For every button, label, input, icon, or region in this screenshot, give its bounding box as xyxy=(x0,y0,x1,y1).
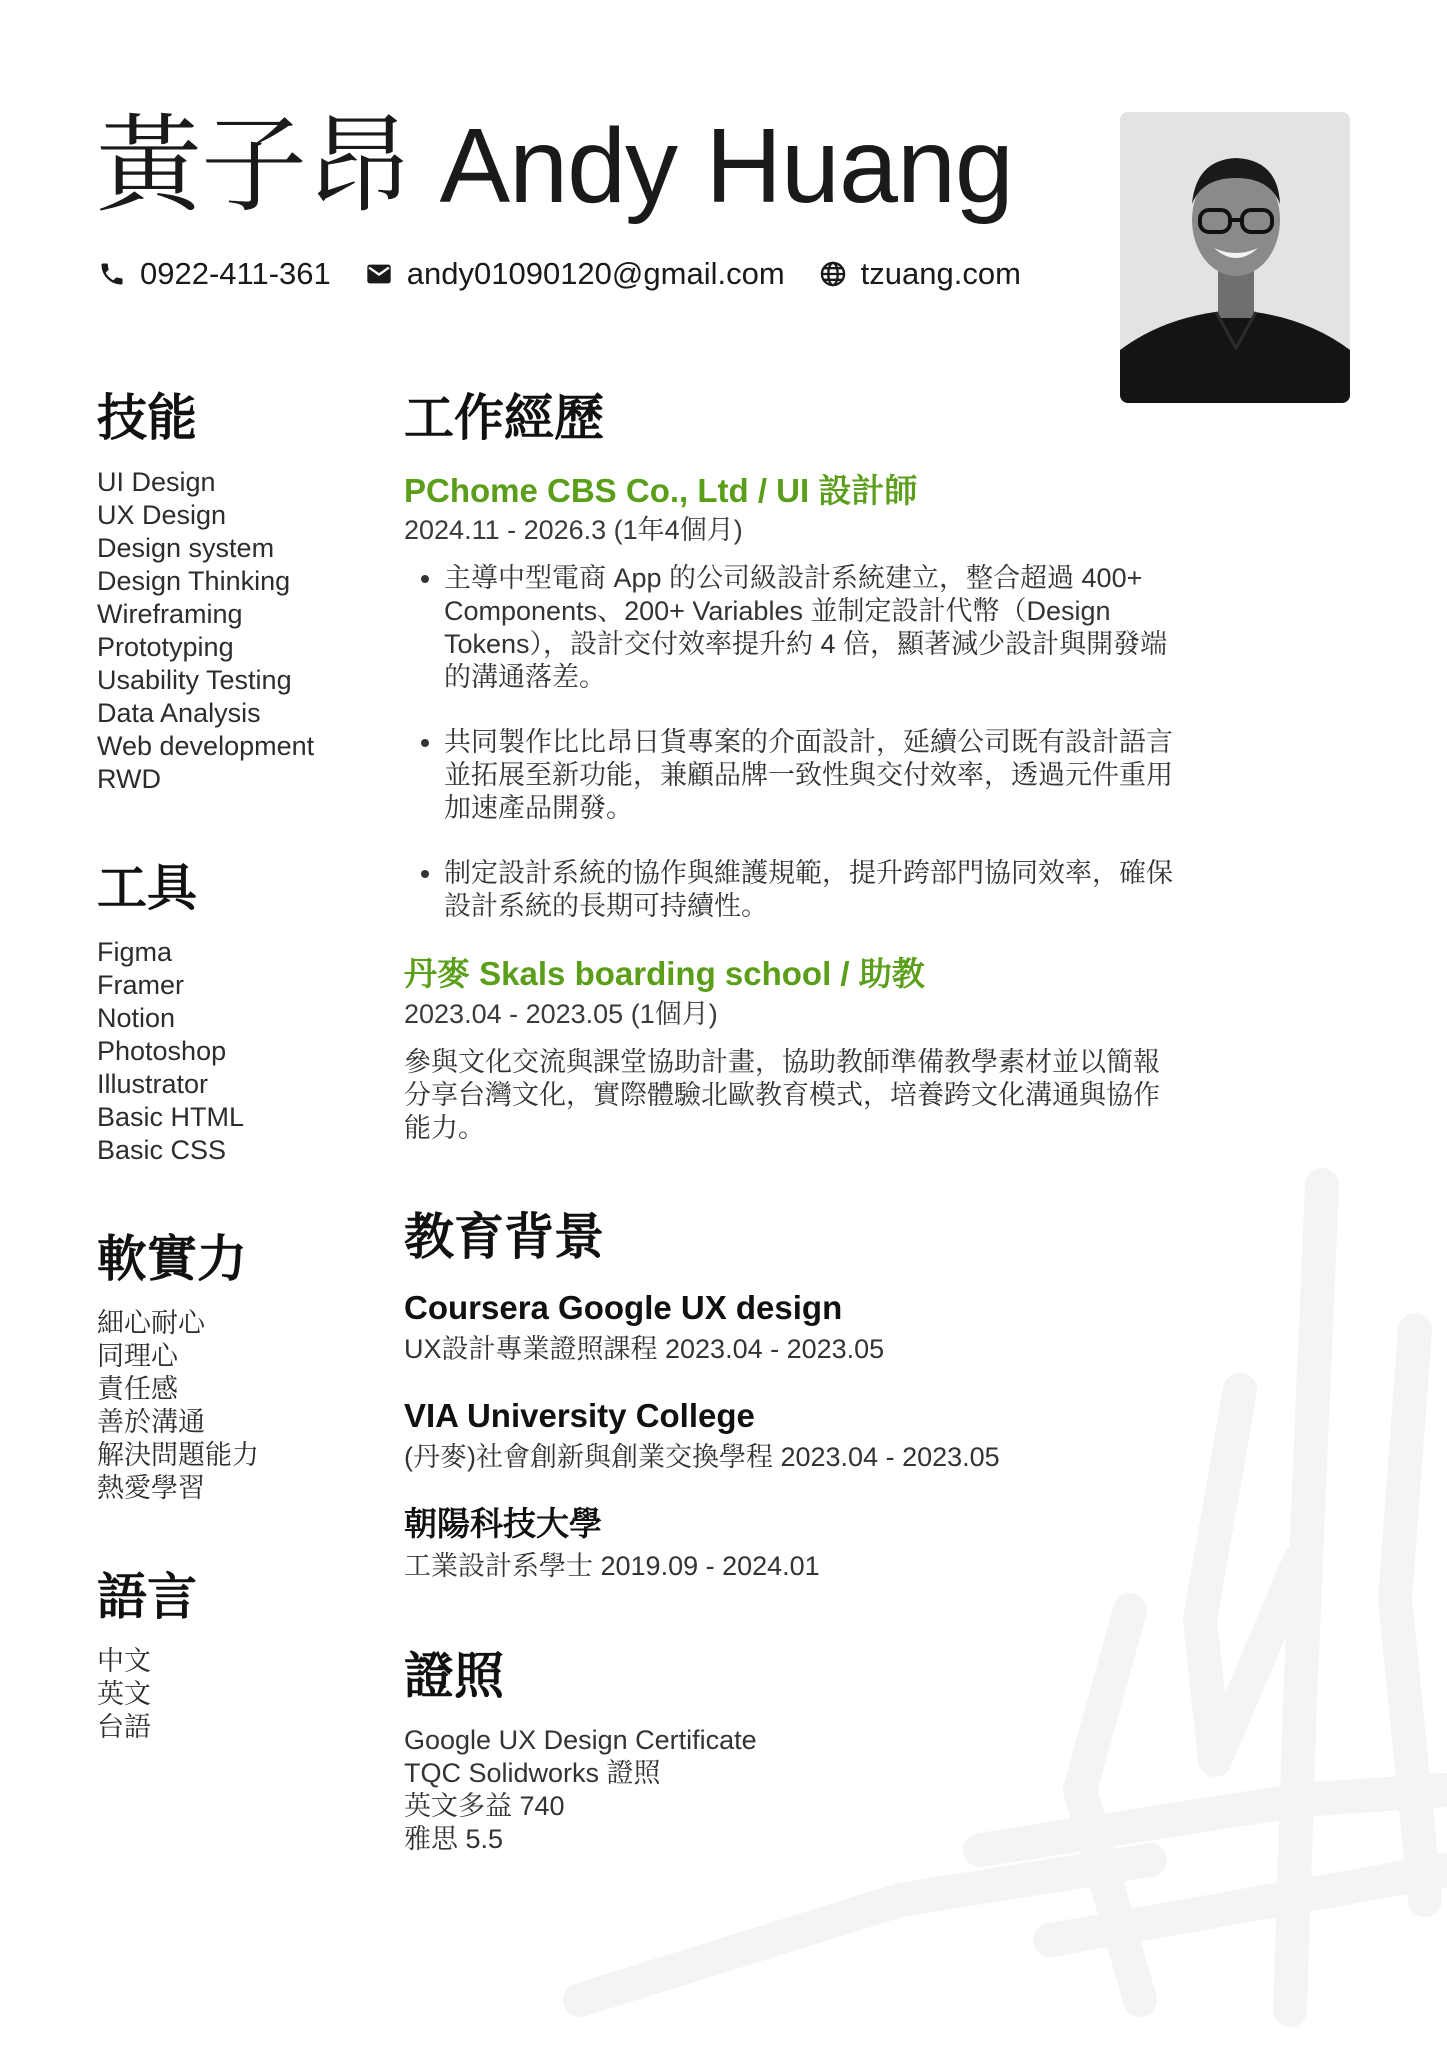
certificates-title: 證照 xyxy=(404,1647,504,1704)
job-title: PChome CBS Co., Ltd / UI 設計師 xyxy=(404,472,918,509)
experience-title: 工作經歷 xyxy=(404,390,604,446)
experience-section xyxy=(404,388,1174,1145)
list-item: Photoshop xyxy=(97,1036,227,1066)
education-detail: 工業設計系學士 2019.09 - 2024.01 xyxy=(404,1550,820,1581)
job-bullet: • 共同製作比比昂日貨專案的介面設計，延續公司既有設計語言並拓展至新功能，兼顧品牌一致性與交付效率，透過元件重用加速產品開發。 xyxy=(444,726,1174,825)
education-entry xyxy=(404,1503,1174,1583)
job-period: 2024.11 - 2026.3 (1年4個月) xyxy=(404,515,743,546)
list-item: Figma xyxy=(97,937,173,967)
contact-email xyxy=(365,256,785,292)
education-entry xyxy=(404,1395,1174,1475)
list-item: UI Design xyxy=(97,467,216,497)
list-item: Framer xyxy=(97,970,184,1000)
list-item: 英文多益 740 xyxy=(404,1790,565,1821)
contact-website xyxy=(819,256,1021,292)
list-item: Basic CSS xyxy=(97,1135,227,1165)
job-bullet: • 主導中型電商 App 的公司級設計系統建立，整合超過 400+ Components、200+ Variables 並制定設計代幣（Design Tokens），設計交付效率提升約 4 倍，顯著減少設計與開發端的溝通落差。 xyxy=(444,562,1174,694)
tools-title: 工具 xyxy=(97,860,197,916)
list-item: Design system xyxy=(97,533,275,563)
contact-phone xyxy=(98,256,331,292)
education-entry xyxy=(404,1287,1174,1367)
school-name: VIA University College xyxy=(404,1397,755,1435)
list-item: Prototyping xyxy=(97,632,234,662)
education-detail: UX設計專業證照課程 2023.04 - 2023.05 xyxy=(404,1333,885,1364)
list-item: RWD xyxy=(97,764,161,794)
school-name: Coursera Google UX design xyxy=(404,1288,843,1326)
contact-info xyxy=(98,256,1021,292)
school-name: 朝陽科技大學 xyxy=(404,1505,602,1543)
languages-list xyxy=(97,1645,387,1744)
list-item: 同理心 xyxy=(97,1341,178,1371)
education-detail: (丹麥)社會創新與創業交換學程 2023.04 - 2023.05 xyxy=(404,1442,1000,1473)
job-bullet: • 制定設計系統的協作與維護規範，提升跨部門協同效率，確保設計系統的長期可持續性。 xyxy=(444,857,1174,923)
skills-list xyxy=(97,466,387,796)
list-item: Web development xyxy=(97,731,315,761)
list-item: 解決問題能力 xyxy=(97,1440,259,1470)
job-description: 參與文化交流與課堂協助計畫，協助教師準備教學素材並以簡報分享台灣文化，實際體驗北歐教育模式，培養跨文化溝通與協作能力。 xyxy=(404,1046,1160,1143)
list-item: 台語 xyxy=(97,1712,151,1742)
job-bullets xyxy=(404,562,1174,923)
list-item: 細心耐心 xyxy=(97,1308,205,1338)
phone-icon xyxy=(98,260,126,288)
list-item: Google UX Design Certificate xyxy=(404,1724,757,1755)
job-entry xyxy=(404,470,1174,923)
profile-photo xyxy=(1120,112,1350,403)
skills-section xyxy=(97,388,387,796)
languages-title: 語言 xyxy=(97,1569,197,1625)
phone-number: 0922-411-361 xyxy=(140,256,331,291)
education-section xyxy=(404,1207,1174,1584)
main-content xyxy=(404,388,1174,1856)
sidebar xyxy=(97,388,387,1806)
list-item: Notion xyxy=(97,1003,176,1033)
candidate-name: 黃子昂 Andy Huang xyxy=(96,107,1013,225)
soft-skills-title: 軟實力 xyxy=(97,1231,247,1287)
list-item: TQC Solidworks 證照 xyxy=(404,1757,661,1788)
education-title: 教育背景 xyxy=(404,1208,604,1265)
list-item: 中文 xyxy=(97,1646,151,1676)
list-item: UX Design xyxy=(97,500,227,530)
certificates-list xyxy=(404,1724,1174,1856)
tools-list xyxy=(97,936,387,1167)
languages-section xyxy=(97,1567,387,1744)
certificates-section xyxy=(404,1646,1174,1856)
list-item: 雅思 5.5 xyxy=(404,1823,504,1854)
job-title: 丹麥 Skals boarding school / 助教 xyxy=(404,955,925,993)
soft-skills-section xyxy=(97,1229,387,1505)
list-item: Usability Testing xyxy=(97,665,292,695)
list-item: Wireframing xyxy=(97,599,243,629)
globe-icon xyxy=(819,260,847,288)
list-item: Illustrator xyxy=(97,1069,209,1099)
list-item: 責任感 xyxy=(97,1374,178,1404)
list-item: 熱愛學習 xyxy=(97,1473,205,1503)
list-item: Basic HTML xyxy=(97,1102,245,1132)
skills-title: 技能 xyxy=(97,390,197,446)
list-item: 善於溝通 xyxy=(97,1407,205,1437)
job-period: 2023.04 - 2023.05 (1個月) xyxy=(404,998,718,1029)
list-item: Data Analysis xyxy=(97,698,261,728)
list-item: Design Thinking xyxy=(97,566,291,596)
job-entry xyxy=(404,953,1174,1144)
soft-skills-list xyxy=(97,1307,387,1505)
email-address: andy01090120@gmail.com xyxy=(406,256,785,291)
list-item: 英文 xyxy=(97,1679,151,1709)
website-url: tzuang.com xyxy=(860,256,1021,291)
tools-section xyxy=(97,858,387,1167)
mail-icon xyxy=(365,260,393,288)
